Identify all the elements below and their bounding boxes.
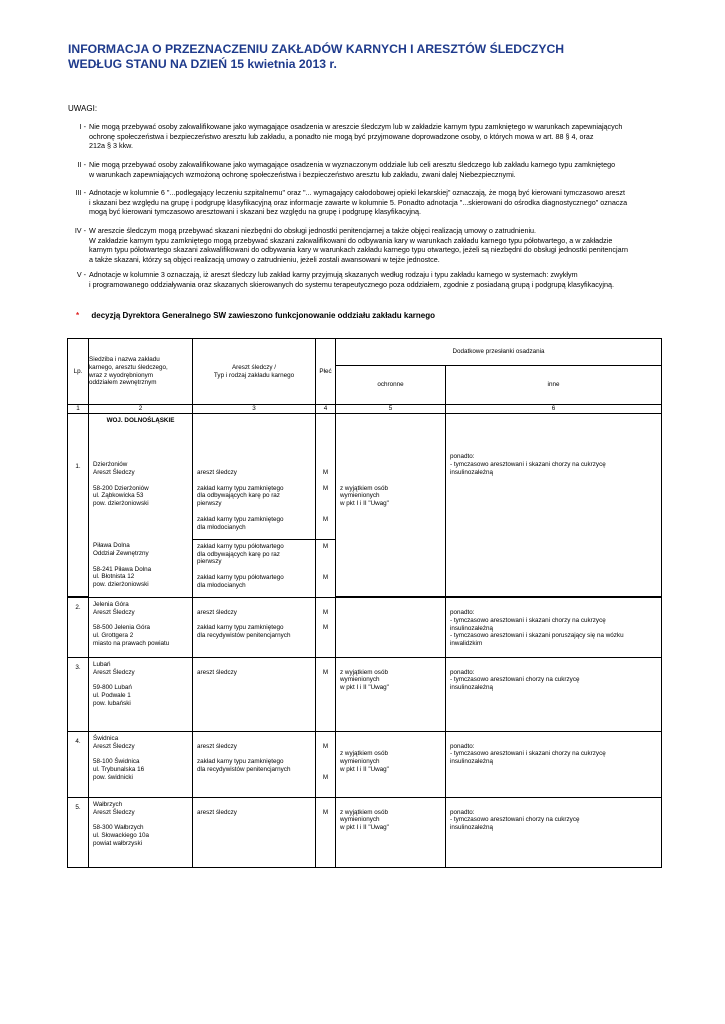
header-additional: Dodatkowe przesłanki osadzania: [336, 339, 662, 366]
text-line: ul. Błotnista 12: [93, 573, 135, 581]
text-line: [320, 661, 331, 669]
text-line: ponadto:: [450, 453, 475, 461]
table-row: [68, 597, 662, 657]
text-line: Wałbrzych: [93, 800, 123, 808]
text-line: w pkt I i II "Uwag": [340, 500, 389, 508]
text-line: [93, 477, 188, 485]
text-line: ponadto:: [450, 609, 475, 617]
text-line: zakład karny typu zamkniętego: [197, 484, 284, 492]
row-sub-name: [89, 539, 193, 597]
column-number: 2: [89, 405, 193, 414]
text-line: [450, 801, 657, 809]
row-inne: [446, 731, 662, 797]
text-line: wymienionych: [340, 816, 380, 824]
text-line: Oddział Zewnętrzny: [93, 550, 149, 558]
text-line: [320, 801, 331, 809]
text-line: [320, 566, 331, 574]
region-sex-cell: [316, 413, 336, 431]
text-line: M: [322, 668, 329, 676]
text-line: w pkt I i II "Uwag": [340, 824, 389, 832]
text-line: ul. Grottgera 2: [93, 631, 134, 639]
text-line: - tymczasowo aresztowani chorzy na cukrzycę: [450, 676, 580, 684]
text-line: Areszt Śledczy: [93, 608, 135, 616]
row-lp-lines: 2.: [75, 604, 81, 612]
row-type: [193, 431, 316, 539]
header-type: [193, 339, 316, 405]
text-line: [450, 661, 657, 669]
region-type-cell: [193, 413, 316, 431]
text-line: W zakładzie karnym typu zamkniętego mogą przebywać skazani zakwalifikowani do odbywania kary w warunkach zakładu karnego typu półotwartego, a w zakładzie: [89, 235, 613, 245]
text-line: oddziałem zewnętrznym: [89, 379, 157, 387]
text-line: [320, 558, 331, 566]
document-title: [68, 42, 708, 71]
text-line: Nie mogą przebywać osoby zakwalifikowane jako wymagające osadzenia w areszcie śledczym lub w zakładzie karnym typu zamkniętego w warunkach zapewniających: [89, 122, 623, 131]
region-sex-cell-lines: [316, 414, 335, 420]
text-line: 58-241 Piława Dolna: [93, 565, 152, 573]
column-number: 5: [336, 405, 446, 414]
text-line: [320, 461, 331, 469]
row-sex: [316, 797, 336, 867]
text-line: z wyjątkiem osób: [340, 484, 388, 492]
text-line: ponadto:: [450, 668, 475, 676]
header-lp: Lp.: [68, 339, 89, 405]
text-line: ul. Słowackiego 10a: [93, 831, 150, 839]
text-line: - tymczasowo aresztowani i skazani chorzy na cukrzycę: [450, 616, 606, 624]
row-sub-name-lines: [89, 539, 192, 592]
text-line: z wyjątkiem osób: [340, 808, 388, 816]
note-number: II -: [77, 160, 86, 169]
row-sex: [316, 657, 336, 731]
text-line: [197, 735, 311, 743]
text-line: [340, 477, 441, 485]
note-number: I -: [79, 122, 86, 131]
column-number: 4: [316, 405, 336, 414]
row-type: [193, 597, 316, 657]
row-ochronne-lines: [336, 798, 445, 835]
row-lp-lines: 4.: [75, 737, 81, 745]
text-line: M: [322, 515, 329, 523]
text-line: z wyjątkiem osób: [340, 750, 388, 758]
text-line: Jelenia Góra: [93, 600, 129, 608]
note-item: [68, 270, 718, 291]
text-line: - tymczasowo aresztowani chorzy na cukrzycę: [450, 816, 580, 824]
text-line: [197, 566, 311, 574]
text-line: Typ i rodzaj zakładu karnego: [213, 371, 295, 379]
column-numbers-row: [68, 405, 662, 414]
text-line: dla recydywistów penitencjarnych: [197, 631, 291, 639]
text-line: ponadto:: [450, 742, 475, 750]
text-line: Nie mogą przebywać osoby zakwalifikowane jako wymagające osadzenia w wyznaczonym oddziale lub celi aresztu śledczego lub zakładu karnego typu zamkniętego: [89, 160, 616, 169]
text-line: areszt śledczy: [197, 742, 237, 750]
text-line: - tymczasowo aresztowani i skazani poruszający się na wózku: [450, 632, 624, 640]
row-name: [89, 597, 193, 657]
row-sex-lines: [316, 658, 335, 680]
text-line: [340, 735, 441, 743]
table-row: [68, 797, 662, 867]
text-line: wymienionych: [340, 758, 380, 766]
row-type-lines: [193, 658, 315, 680]
text-line: zakład karny typu zamkniętego: [197, 515, 284, 523]
header-sex: Płeć: [316, 339, 336, 405]
region-row: [68, 413, 662, 431]
text-line: [320, 601, 331, 609]
text-line: M: [322, 624, 329, 632]
text-line: z wyjątkiem osób: [340, 668, 388, 676]
row-type-lines: [193, 798, 315, 820]
text-line: Adnotacje w kolumnie 6 "...podlegający leczeniu szpitalnemu" oraz "... wymagający całodobowej opieki lekarskiej" oznaczają, że mogą być kierowani tymczasowo areszt: [89, 188, 625, 197]
row-type-lines: [193, 431, 315, 534]
text-line: [197, 477, 311, 485]
note-number: V -: [76, 270, 86, 279]
text-line: wymienionych: [340, 676, 380, 684]
text-line: [320, 582, 331, 590]
text-line: pierwszy: [197, 558, 222, 566]
row-name-lines: [89, 732, 192, 785]
region-ochronne-cell-lines: [336, 414, 445, 420]
text-line: Siedziba i nazwa zakładu: [89, 355, 160, 363]
title-line-1: INFORMACJA O PRZEZNACZENIU ZAKŁADÓW KARNYCH I ARESZTÓW ŚLEDCZYCH: [68, 42, 565, 56]
text-line: [320, 750, 331, 758]
row-type: [193, 797, 316, 867]
text-line: [450, 735, 657, 743]
notes-heading: UWAGI:: [68, 104, 98, 113]
text-line: pow. świdnicki: [93, 773, 133, 781]
text-line: dla recydywistów penitencjarnych: [197, 765, 291, 773]
text-line: zakład karny typu zamkniętego: [197, 624, 284, 632]
region-type-cell-lines: [193, 414, 315, 420]
text-line: Areszt Śledczy: [93, 469, 135, 477]
text-line: w pkt I i II "Uwag": [340, 684, 389, 692]
region-inne-cell: [446, 413, 662, 431]
region-lp-cell: [68, 413, 89, 431]
text-line: areszt śledczy: [197, 808, 237, 816]
text-line: [93, 816, 188, 824]
row-sex: [316, 597, 336, 657]
row-ochronne: [336, 797, 446, 867]
asterisk-marker: *: [76, 311, 80, 320]
row-name: [89, 657, 193, 731]
text-line: M: [322, 573, 329, 581]
text-line: [340, 661, 441, 669]
decision-note: [68, 311, 435, 320]
text-line: M: [322, 808, 329, 816]
row-name: [89, 731, 193, 797]
text-line: areszt śledczy: [197, 469, 237, 477]
text-line: [340, 743, 441, 751]
row-ochronne: [336, 431, 446, 597]
row-ochronne-lines: [336, 658, 445, 695]
text-line: [340, 461, 441, 469]
title-line-2: WEDŁUG STANU NA DZIEŃ 15 kwietnia 2013 r.: [68, 56, 337, 71]
row-name-lines: [89, 658, 192, 711]
text-line: dla młodocianych: [197, 581, 246, 589]
text-line: mogą być kierowani tymczasowo aresztowani i skazani bez względu na grupę i podgrupę klasyfikacyjną.: [89, 207, 421, 217]
row-lp-lines: 5.: [75, 803, 81, 811]
row-inne: [446, 431, 662, 597]
note-item: [68, 188, 718, 219]
column-number: 1: [68, 405, 89, 414]
text-line: M: [322, 742, 329, 750]
row-type: [193, 657, 316, 731]
text-line: zakład karny typu półotwartego: [197, 542, 284, 550]
text-line: karnym typu półotwartego skazani zakwalifikowani do odbywania kary w warunkach zakładu karnego typu otwartego, jeżeli są niezbędni do obsługi jednostki penitencjarn: [89, 245, 628, 255]
text-line: Areszt śledczy /: [231, 363, 277, 371]
text-line: [320, 508, 331, 516]
row-sex-lines: [316, 431, 335, 534]
note-item: [68, 226, 718, 266]
text-line: areszt śledczy: [197, 668, 237, 676]
note-number: III -: [75, 188, 86, 197]
text-line: [320, 766, 331, 774]
row-inne: [446, 597, 662, 657]
text-line: W areszcie śledczym mogą przebywać skazani niezbędni do obsługi jednostki penitencjarnej a także objęci realizacją umowy o zatrudnieniu.: [89, 226, 537, 235]
text-line: [197, 661, 311, 669]
text-line: ochronę społeczeństwa i bezpieczeństwo aresztu lub zakładu, a ponadto nie mogą być przyjmowane doprowadzone osoby, o których mowa w art. 88 § 4, oraz: [89, 131, 594, 141]
text-line: [320, 492, 331, 500]
text-line: insulinozależną: [450, 684, 494, 692]
note-text: [89, 226, 689, 264]
row-inne-lines: [446, 798, 661, 835]
text-line: [197, 750, 311, 758]
text-line: 59-800 Lubań: [93, 684, 132, 692]
table-row: [68, 657, 662, 731]
row-inne-lines: [446, 598, 661, 651]
row-sub-sex-lines: [316, 540, 335, 593]
row-sub-sex: [316, 539, 336, 597]
text-line: zakład karny typu półotwartego: [197, 573, 284, 581]
region-name: WOJ. DOLNOŚLĄSKIE: [106, 416, 175, 424]
text-line: M: [322, 773, 329, 781]
row-name: [89, 797, 193, 867]
column-number: 6: [446, 405, 662, 414]
text-line: M: [322, 484, 329, 492]
text-line: powiat wałbrzyski: [93, 839, 142, 847]
row-inne: [446, 657, 662, 731]
text-line: - tymczasowo aresztowani i skazani chorzy na cukrzycę: [450, 750, 606, 758]
text-line: [197, 508, 311, 516]
decision-text: decyzją Dyrektora Generalnego SW zawieszono funkcjonowanie oddziału zakładu karnego: [91, 311, 435, 320]
text-line: 58-200 Dzierżoniów: [93, 484, 149, 492]
row-type-lines: [193, 732, 315, 777]
region-lp-cell-lines: [68, 414, 88, 420]
text-line: [320, 735, 331, 743]
text-line: wraz z wyodrębnionym: [89, 371, 154, 379]
row-inne-lines: [446, 732, 661, 769]
text-line: areszt śledczy: [197, 608, 237, 616]
text-line: karnego, aresztu śledczego,: [89, 363, 168, 371]
text-line: M: [322, 608, 329, 616]
text-line: Piława Dolna: [93, 542, 130, 550]
row-name: [89, 431, 193, 539]
text-line: miasto na prawach powiatu: [93, 639, 170, 647]
row-lp: [68, 431, 89, 597]
text-line: dla odbywających karę po raz: [197, 492, 280, 500]
note-text: [89, 270, 689, 289]
row-ochronne: [336, 657, 446, 731]
row-name-lines: [89, 798, 192, 851]
text-line: M: [322, 542, 329, 550]
row-sex-lines: [316, 732, 335, 785]
text-line: insulinozależną: [450, 824, 494, 832]
text-line: 58-300 Wałbrzych: [93, 824, 144, 832]
text-line: [93, 676, 188, 684]
text-line: [320, 616, 331, 624]
text-line: - tymczasowo aresztowani i skazani chorzy na cukrzycę: [450, 461, 606, 469]
row-lp: [68, 731, 89, 797]
row-ochronne: [336, 597, 446, 657]
text-line: insulinozależną: [450, 468, 494, 476]
row-lp-lines: 3.: [75, 663, 81, 671]
text-line: pierwszy: [197, 500, 222, 508]
text-line: [197, 461, 311, 469]
row-sex-lines: [316, 598, 335, 643]
header-name-lines: [89, 356, 192, 387]
text-line: pow. lubański: [93, 699, 131, 707]
row-ochronne-lines: [336, 732, 445, 777]
note-text: [89, 188, 689, 217]
text-line: inwalidzkim: [450, 640, 483, 648]
text-line: 58-500 Jelenia Góra: [93, 624, 151, 632]
header-ochronne: ochronne: [336, 366, 446, 405]
header-name: [89, 339, 193, 405]
row-lp: [68, 657, 89, 731]
row-name-lines: [89, 598, 192, 651]
row-ochronne: [336, 731, 446, 797]
note-text: [89, 122, 689, 151]
text-line: pow. dzierżoniowski: [93, 581, 149, 589]
region-inne-cell-lines: [446, 414, 661, 420]
row-name-lines: [89, 431, 192, 511]
column-number: 3: [193, 405, 316, 414]
row-lp-lines: 1.: [75, 463, 81, 471]
text-line: [197, 601, 311, 609]
text-line: i skazani bez względu na grupę i podgrupę klasyfikacyjną oraz informacje zawarte w kolumnie 5. Ponadto adnotacja "...skierowani do ośrodka diagnostycznego" oznacza: [89, 197, 628, 207]
text-line: Świdnica: [93, 734, 119, 742]
text-line: ul. Podwale 1: [93, 691, 131, 699]
header-type-lines: [193, 364, 315, 380]
header-inne: inne: [446, 366, 662, 405]
region-label: [89, 413, 193, 431]
row-lp: [68, 597, 89, 657]
text-line: [320, 551, 331, 559]
note-item: [68, 122, 718, 153]
row-inne-lines: [446, 658, 661, 695]
text-line: [450, 601, 657, 609]
text-line: Lubań: [93, 660, 111, 668]
text-line: [93, 558, 188, 566]
text-line: insulinozależną: [450, 624, 494, 632]
text-line: w warunkach zapewniających wzmożoną ochronę społeczeństwa i bezpieczeństwo aresztu lub zakładu, zwani dalej Niebezpiecznymi.: [89, 169, 516, 179]
row-sub-type-lines: [193, 540, 315, 593]
row-lp: [68, 797, 89, 867]
table-row: [68, 731, 662, 797]
text-line: a także skazani, którzy są objęci realizacją umowy o zatrudnieniu, jeżeli zostali awansowani w tejże jednostce.: [89, 254, 440, 264]
text-line: [320, 632, 331, 640]
row-sex: [316, 431, 336, 539]
text-line: [197, 616, 311, 624]
text-line: ul. Trybunalska 16: [93, 765, 145, 773]
text-line: i programowanego oddziaływania oraz skazanych skierowanych do systemu terapeutycznego poza oddziałem, zgodnie z posiadaną grupą i podgrupą klasyfikacyjną.: [89, 279, 614, 289]
text-line: [340, 801, 441, 809]
text-line: ponadto:: [450, 808, 475, 816]
text-line: wymienionych: [340, 492, 380, 500]
text-line: 58-100 Świdnica: [93, 758, 140, 766]
note-text: [89, 160, 689, 179]
text-line: 212a § 3 kkw.: [89, 141, 133, 151]
region-ochronne-cell: [336, 413, 446, 431]
row-sex: [316, 731, 336, 797]
row-ochronne-lines: [336, 431, 445, 511]
text-line: [197, 801, 311, 809]
text-line: ul. Ząbkowicka 53: [93, 492, 144, 500]
row-sex-lines: [316, 798, 335, 820]
text-line: insulinozależną: [450, 758, 494, 766]
text-line: Areszt Śledczy: [93, 808, 135, 816]
row-sub-type: [193, 539, 316, 597]
prisons-table: [67, 338, 662, 868]
text-line: [320, 500, 331, 508]
row-ochronne-lines: [336, 598, 445, 604]
text-line: Adnotacje w kolumnie 3 oznaczają, iż areszt śledczy lub zakład karny przyjmują skazanych według rodzaju i typu zakładu karnego w systemach: zwykłym: [89, 270, 578, 279]
text-line: dla odbywających karę po raz: [197, 550, 280, 558]
text-line: [320, 758, 331, 766]
text-line: Areszt Śledczy: [93, 742, 135, 750]
text-line: M: [322, 469, 329, 477]
table-row: [68, 431, 662, 539]
text-line: [93, 616, 188, 624]
text-line: Areszt Śledczy: [93, 668, 135, 676]
row-inne-lines: [446, 431, 661, 479]
row-inne: [446, 797, 662, 867]
text-line: pow. dzierżoniowski: [93, 500, 149, 508]
text-line: [320, 477, 331, 485]
text-line: [340, 469, 441, 477]
text-line: dla młodocianych: [197, 523, 246, 531]
text-line: Dzierżoniów: [93, 461, 128, 469]
text-line: [320, 524, 331, 532]
note-number: IV -: [74, 226, 86, 235]
text-line: w pkt I i II "Uwag": [340, 765, 389, 773]
row-type: [193, 731, 316, 797]
row-type-lines: [193, 598, 315, 643]
note-item: [68, 160, 718, 181]
text-line: zakład karny typu zamkniętego: [197, 758, 284, 766]
